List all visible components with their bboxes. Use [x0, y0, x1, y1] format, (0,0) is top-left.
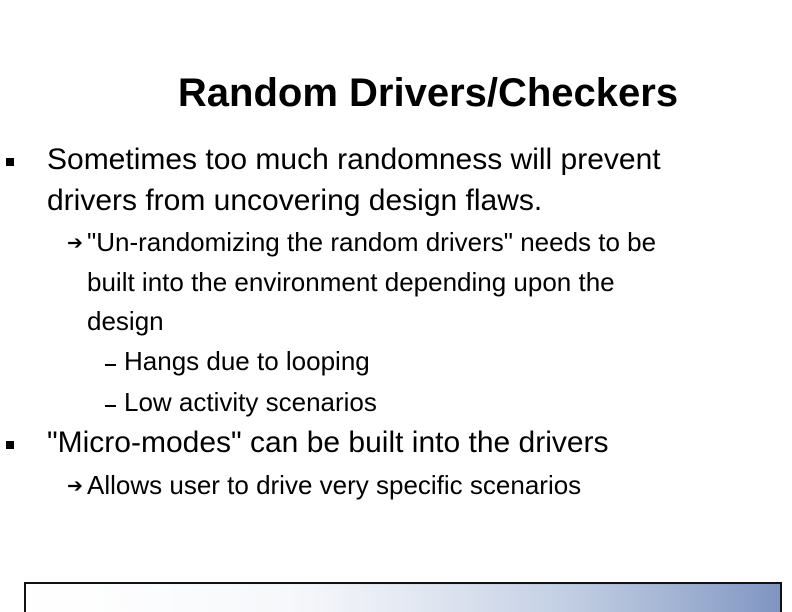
- sub-bullet-1-line-2: built into the environment depending upon the: [87, 267, 615, 297]
- slide-title: Random Drivers/Checkers: [177, 71, 679, 115]
- sub-bullet-1-line-1: "Un-randomizing the random drivers" needs to be: [87, 227, 657, 257]
- bullet-2-line-1: "Micro-modes" can be built into the drivers: [47, 426, 609, 459]
- dash-bullet-icon: [105, 405, 116, 407]
- footer-gradient: [27, 585, 779, 612]
- dash-bullet-icon: [105, 364, 116, 366]
- bullet-1-line-2: drivers from uncovering design flaws.: [47, 184, 543, 217]
- bullet-1-line-1: Sometimes too much randomness will prevent: [47, 143, 661, 176]
- sub-sub-item-2: Low activity scenarios: [124, 387, 377, 417]
- arrow-bullet-icon: ➔: [67, 475, 83, 497]
- arrow-bullet-icon: ➔: [67, 232, 83, 254]
- sub-bullet-2-line-1: Allows user to drive very specific scenarios: [87, 470, 582, 500]
- square-bullet-icon: [6, 158, 14, 166]
- sub-bullet-1-line-3: design: [87, 306, 164, 336]
- square-bullet-icon: [6, 441, 14, 449]
- sub-sub-item-1: Hangs due to looping: [124, 346, 370, 376]
